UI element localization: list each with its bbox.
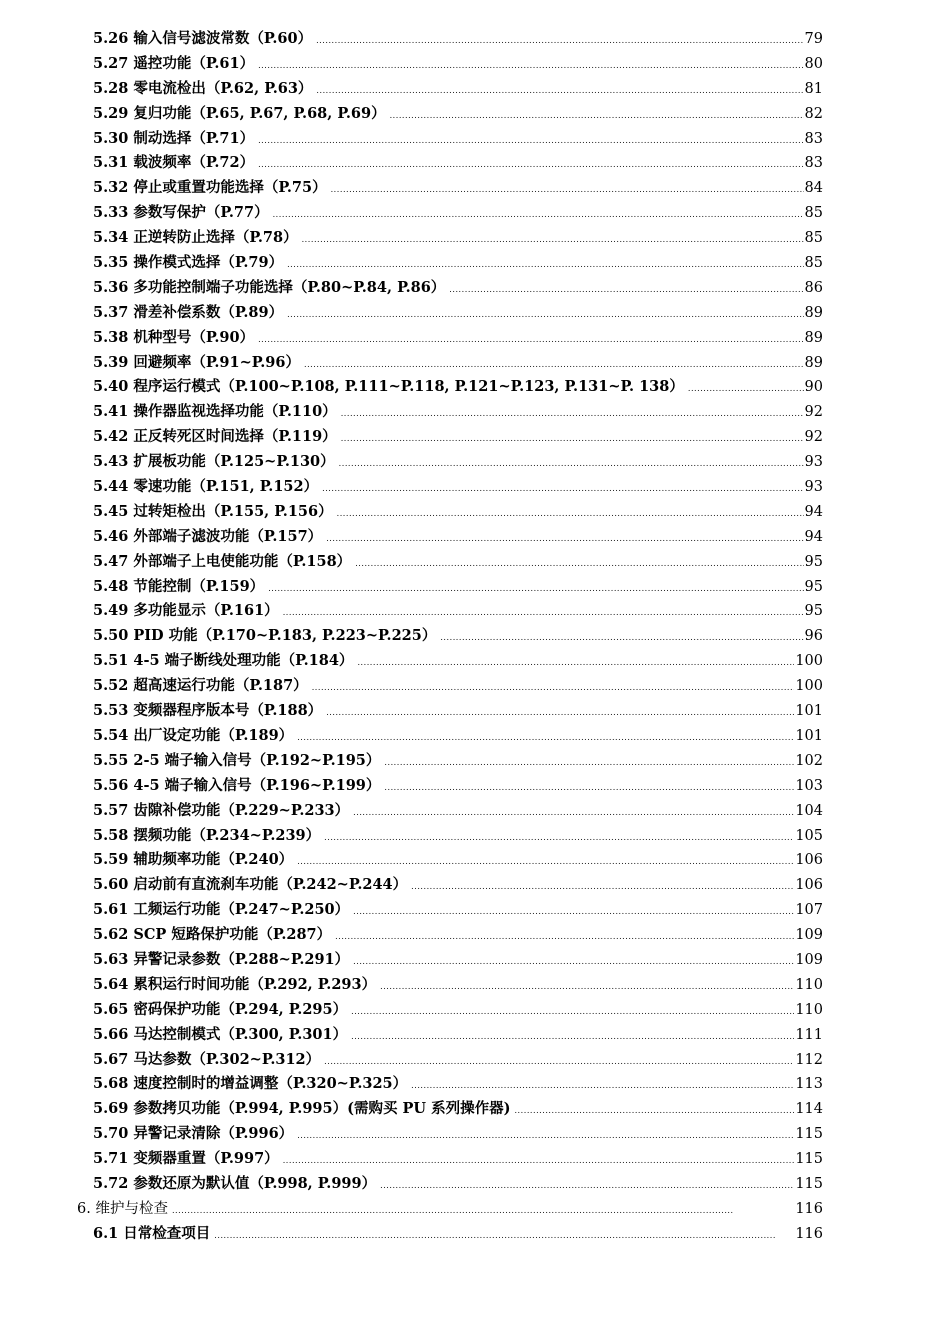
toc-page-number: 103 <box>795 777 823 794</box>
toc-entry-title: 5.57 齿隙补偿功能（P.229~P.233） <box>93 801 350 819</box>
toc-section-entry[interactable] <box>0 27 950 52</box>
toc-entry-title: 5.64 累积运行时间功能（P.292, P.293） <box>93 975 377 993</box>
toc-entry-title: 5.72 参数还原为默认值（P.998, P.999） <box>93 1174 377 1192</box>
toc-entry-title: 5.35 操作模式选择（P.79） <box>93 254 284 272</box>
toc-dot-leader <box>172 1197 794 1224</box>
toc-section-entry[interactable] <box>0 1097 950 1122</box>
toc-section-entry[interactable] <box>0 201 950 226</box>
toc-dot-leader <box>287 301 803 328</box>
toc-entry-title: 5.48 节能控制（P.159） <box>93 577 265 595</box>
toc-chapter-entry[interactable] <box>0 1197 950 1222</box>
toc-dot-leader <box>304 351 804 378</box>
toc-dot-leader <box>316 77 803 104</box>
toc-entry-title: 5.46 外部端子滤波功能（P.157） <box>93 527 323 545</box>
toc-page-number: 111 <box>795 1026 823 1043</box>
toc-page-number: 115 <box>795 1126 823 1143</box>
toc-page-number: 105 <box>795 827 823 844</box>
toc-entry-title: 5.37 滑差补偿系数（P.89） <box>93 303 284 321</box>
toc-entry-title: 5.34 正逆转防止选择（P.78） <box>93 229 298 247</box>
toc-page-number: 93 <box>804 454 823 471</box>
toc-dot-leader <box>351 1023 794 1050</box>
toc-dot-leader <box>337 500 804 527</box>
toc-page-number: 82 <box>804 105 823 122</box>
toc-dot-leader <box>324 1048 794 1075</box>
toc-entry-title: 5.65 密码保护功能（P.294, P.295） <box>93 1000 348 1018</box>
toc-section-entry[interactable] <box>0 1072 950 1097</box>
toc-section-entry[interactable] <box>0 923 950 948</box>
toc-entry-title: 5.61 工频运行功能（P.247~P.250） <box>93 901 350 919</box>
toc-page-number: 89 <box>804 304 823 321</box>
toc-entry-title: 5.60 启动前有直流刹车功能（P.242~P.244） <box>93 876 408 894</box>
toc-entry-title: 5.45 过转矩检出（P.155, P.156） <box>93 502 333 520</box>
table-of-contents <box>0 27 950 1247</box>
toc-entry-title: 5.33 参数写保护（P.77） <box>93 204 269 222</box>
toc-dot-leader <box>353 799 794 826</box>
toc-section-entry[interactable] <box>0 450 950 475</box>
toc-dot-leader <box>297 848 794 875</box>
toc-dot-leader <box>353 898 794 925</box>
toc-dot-leader <box>411 1072 794 1099</box>
toc-page-number: 102 <box>795 752 823 769</box>
toc-page-number: 96 <box>804 628 823 645</box>
toc-page-number: 113 <box>795 1076 823 1093</box>
toc-dot-leader <box>351 998 794 1025</box>
toc-page-number: 92 <box>804 404 823 421</box>
toc-entry-title: 6.1 日常检查项目 <box>93 1224 211 1242</box>
toc-dot-leader <box>514 1097 794 1124</box>
toc-section-entry[interactable] <box>0 624 950 649</box>
toc-entry-title: 5.44 零速功能（P.151, P.152） <box>93 478 319 496</box>
toc-dot-leader <box>380 1172 794 1199</box>
toc-entry-title: 5.28 零电流检出（P.62, P.63） <box>93 79 313 97</box>
toc-entry-title: 5.43 扩展板功能（P.125~P.130） <box>93 453 335 471</box>
toc-dot-leader <box>355 550 803 577</box>
toc-section-entry[interactable] <box>0 301 950 326</box>
toc-section-entry[interactable] <box>0 575 950 600</box>
toc-page-number: 95 <box>804 603 823 620</box>
toc-dot-leader <box>312 674 795 701</box>
toc-page-number: 116 <box>795 1200 823 1217</box>
toc-section-entry[interactable] <box>0 1023 950 1048</box>
toc-entry-title: 5.63 异警记录参数（P.288~P.291） <box>93 950 350 968</box>
toc-entry-title: 5.39 回避频率（P.91~P.96） <box>93 353 300 371</box>
toc-entry-title: 5.32 停止或重置功能选择（P.75） <box>93 179 327 197</box>
toc-dot-leader <box>331 176 804 203</box>
toc-entry-title: 5.36 多功能控制端子功能选择（P.80~P.84, P.86） <box>93 278 446 296</box>
toc-page-number: 81 <box>804 80 823 97</box>
toc-dot-leader <box>411 873 794 900</box>
toc-section-entry[interactable] <box>0 799 950 824</box>
toc-dot-leader <box>283 599 804 626</box>
toc-entry-title: 5.51 4-5 端子断线处理功能（P.184） <box>93 652 354 670</box>
toc-entry-title: 5.59 辅助频率功能（P.240） <box>93 851 294 869</box>
toc-section-entry[interactable] <box>0 599 950 624</box>
toc-page-number: 104 <box>795 802 823 819</box>
toc-section-entry[interactable] <box>0 326 950 351</box>
toc-page-number: 115 <box>795 1175 823 1192</box>
toc-entry-title: 5.41 操作器监视选择功能（P.110） <box>93 403 337 421</box>
toc-dot-leader <box>268 575 803 602</box>
toc-entry-title: 5.49 多功能显示（P.161） <box>93 602 279 620</box>
toc-dot-leader <box>324 824 794 851</box>
toc-dot-leader <box>341 425 804 452</box>
toc-section-entry[interactable] <box>0 1222 950 1247</box>
toc-section-entry[interactable] <box>0 699 950 724</box>
toc-entry-title: 5.52 超高速运行功能（P.187） <box>93 677 308 695</box>
toc-dot-leader <box>297 1122 794 1149</box>
toc-entry-title: 5.30 制动选择（P.71） <box>93 129 255 147</box>
toc-entry-title: 5.58 摆频功能（P.234~P.239） <box>93 826 321 844</box>
toc-entry-title: 5.29 复归功能（P.65, P.67, P.68, P.69） <box>93 104 386 122</box>
toc-dot-leader <box>287 251 803 278</box>
toc-section-entry[interactable] <box>0 674 950 699</box>
toc-page-number: 83 <box>804 155 823 172</box>
toc-entry-title: 5.70 异警记录清除（P.996） <box>93 1125 294 1143</box>
toc-section-entry[interactable] <box>0 873 950 898</box>
toc-section-entry[interactable] <box>0 525 950 550</box>
toc-section-entry[interactable] <box>0 500 950 525</box>
toc-page-number: 109 <box>795 951 823 968</box>
toc-entry-title: 5.40 程序运行模式（P.100~P.108, P.111~P.118, P.121~P.123, P.131~P. 138） <box>93 378 684 396</box>
toc-dot-leader <box>273 201 804 228</box>
toc-entry-title: 5.66 马达控制模式（P.300, P.301） <box>93 1025 348 1043</box>
toc-page-number: 85 <box>804 255 823 272</box>
toc-entry-title: 5.53 变频器程序版本号（P.188） <box>93 702 323 720</box>
toc-page-number: 101 <box>795 727 823 744</box>
toc-page-number: 107 <box>795 902 823 919</box>
toc-page-number: 94 <box>804 503 823 520</box>
toc-section-entry[interactable] <box>0 973 950 998</box>
toc-entry-title: 5.47 外部端子上电使能功能（P.158） <box>93 552 352 570</box>
toc-page-number: 85 <box>804 230 823 247</box>
toc-entry-title: 5.56 4-5 端子输入信号（P.196~P.199） <box>93 776 381 794</box>
toc-entry-title: 5.38 机种型号（P.90） <box>93 328 255 346</box>
toc-page-number: 94 <box>804 528 823 545</box>
toc-section-entry[interactable] <box>0 848 950 873</box>
toc-page-number: 85 <box>804 205 823 222</box>
toc-entry-title: 5.31 载波频率（P.72） <box>93 154 255 172</box>
toc-section-entry[interactable] <box>0 824 950 849</box>
toc-page-number: 110 <box>795 976 823 993</box>
toc-section-entry[interactable] <box>0 1048 950 1073</box>
toc-entry-title: 5.42 正反转死区时间选择（P.119） <box>93 428 337 446</box>
toc-dot-leader <box>339 450 804 477</box>
toc-section-entry[interactable] <box>0 550 950 575</box>
toc-section-entry[interactable] <box>0 475 950 500</box>
toc-section-entry[interactable] <box>0 1147 950 1172</box>
toc-entry-title: 5.27 遥控功能（P.61） <box>93 54 255 72</box>
toc-dot-leader <box>316 27 803 54</box>
toc-section-entry[interactable] <box>0 724 950 749</box>
toc-page-number: 100 <box>795 653 823 670</box>
toc-section-entry[interactable] <box>0 102 950 127</box>
toc-entry-title: 5.67 马达参数（P.302~P.312） <box>93 1050 321 1068</box>
toc-dot-leader <box>390 102 804 129</box>
toc-entry-title: 6. 维护与检查 <box>77 1200 168 1217</box>
toc-entry-title: 5.26 输入信号滤波常数（P.60） <box>93 30 313 47</box>
toc-page-number: 89 <box>804 354 823 371</box>
toc-page-number: 106 <box>795 877 823 894</box>
toc-page-number: 95 <box>804 553 823 570</box>
toc-dot-leader <box>440 624 803 651</box>
toc-page-number: 83 <box>804 130 823 147</box>
toc-entry-title: 5.62 SCP 短路保护功能（P.287） <box>93 926 332 944</box>
toc-page-number: 86 <box>804 279 823 296</box>
toc-section-entry[interactable] <box>0 276 950 301</box>
toc-section-entry[interactable] <box>0 1122 950 1147</box>
toc-dot-leader <box>302 226 804 253</box>
toc-section-entry[interactable] <box>0 375 950 400</box>
toc-dot-leader <box>357 649 794 676</box>
toc-page-number: 114 <box>795 1101 823 1118</box>
toc-dot-leader <box>384 774 794 801</box>
toc-page-number: 101 <box>795 703 823 720</box>
toc-entry-title: 5.71 变频器重置（P.997） <box>93 1150 279 1168</box>
toc-page-number: 112 <box>795 1051 823 1068</box>
toc-dot-leader <box>353 948 794 975</box>
toc-page-number: 79 <box>804 31 823 47</box>
toc-page-number: 93 <box>804 479 823 496</box>
toc-dot-leader <box>384 749 794 776</box>
toc-page-number: 90 <box>804 379 823 396</box>
toc-section-entry[interactable] <box>0 52 950 77</box>
toc-dot-leader <box>380 973 794 1000</box>
toc-page-number: 109 <box>795 927 823 944</box>
toc-entry-title: 5.55 2-5 端子输入信号（P.192~P.195） <box>93 751 381 769</box>
toc-entry-title: 5.54 出厂设定功能（P.189） <box>93 726 294 744</box>
toc-section-entry[interactable] <box>0 948 950 973</box>
toc-dot-leader <box>335 923 794 950</box>
toc-page-number: 100 <box>795 678 823 695</box>
toc-dot-leader <box>297 724 794 751</box>
toc-section-entry[interactable] <box>0 176 950 201</box>
toc-entry-title: 5.50 PID 功能（P.170~P.183, P.223~P.225） <box>93 627 437 645</box>
toc-section-entry[interactable] <box>0 749 950 774</box>
toc-section-entry[interactable] <box>0 127 950 152</box>
toc-section-entry[interactable] <box>0 425 950 450</box>
toc-dot-leader <box>688 375 804 402</box>
toc-dot-leader <box>326 525 803 552</box>
toc-section-entry[interactable] <box>0 649 950 674</box>
toc-page-number: 80 <box>804 55 823 72</box>
toc-page-number: 115 <box>795 1151 823 1168</box>
toc-dot-leader <box>322 475 803 502</box>
toc-section-entry[interactable] <box>0 151 950 176</box>
toc-dot-leader <box>449 276 803 303</box>
toc-section-entry[interactable] <box>0 77 950 102</box>
toc-dot-leader <box>258 326 803 353</box>
toc-dot-leader <box>341 400 804 427</box>
toc-dot-leader <box>326 699 794 726</box>
toc-page-number: 89 <box>804 329 823 346</box>
toc-dot-leader <box>214 1222 794 1249</box>
toc-page-number: 92 <box>804 429 823 446</box>
toc-page-number: 106 <box>795 852 823 869</box>
toc-dot-leader <box>258 52 803 79</box>
toc-section-entry[interactable] <box>0 400 950 425</box>
toc-section-entry[interactable] <box>0 251 950 276</box>
toc-dot-leader <box>283 1147 795 1174</box>
toc-section-entry[interactable] <box>0 351 950 376</box>
toc-page-number: 110 <box>795 1001 823 1018</box>
toc-section-entry[interactable] <box>0 1172 950 1197</box>
toc-page-number: 95 <box>804 578 823 595</box>
toc-entry-title: 5.68 速度控制时的增益调整（P.320~P.325） <box>93 1075 408 1093</box>
toc-page-number: 84 <box>804 180 823 197</box>
toc-page-number: 116 <box>795 1225 823 1242</box>
toc-section-entry[interactable] <box>0 774 950 799</box>
toc-section-entry[interactable] <box>0 898 950 923</box>
toc-dot-leader <box>258 127 803 154</box>
toc-entry-title: 5.69 参数拷贝功能（P.994, P.995）(需购买 PU 系列操作器) <box>93 1100 511 1118</box>
toc-dot-leader <box>258 151 803 178</box>
toc-section-entry[interactable] <box>0 998 950 1023</box>
toc-section-entry[interactable] <box>0 226 950 251</box>
